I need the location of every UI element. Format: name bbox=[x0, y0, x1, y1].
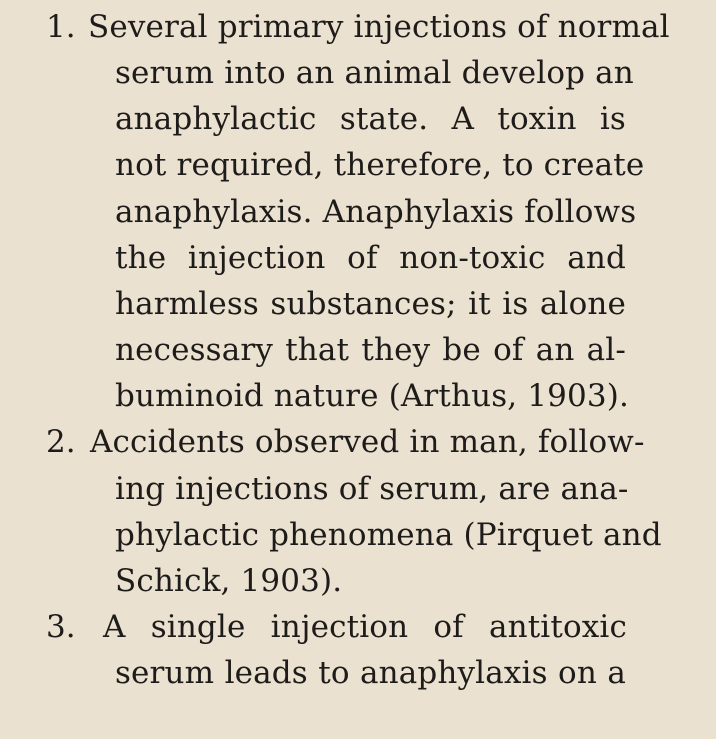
text-line: A single injection of antitoxic bbox=[103, 609, 627, 645]
text-line: ing injections of serum, are ana- bbox=[115, 471, 629, 507]
item-number: 1. bbox=[46, 9, 76, 45]
text-line: anaphylactic state. A toxin is bbox=[115, 101, 626, 137]
text-line: Accidents observed in man, follow- bbox=[90, 424, 645, 460]
text-line: the injection of non-toxic and bbox=[115, 240, 626, 276]
text-line: Several primary injections of normal bbox=[88, 9, 670, 45]
item-number: 3. bbox=[46, 609, 76, 645]
text-line: not required, therefore, to create bbox=[115, 147, 645, 183]
text-line: necessary that they be of an al- bbox=[115, 332, 626, 368]
text-line: serum into an animal develop an bbox=[115, 55, 634, 91]
text-line: buminoid nature (Arthus, 1903). bbox=[115, 378, 630, 414]
text-line: serum leads to anaphylaxis on a bbox=[115, 655, 626, 691]
text-line: phylactic phenomena (Pirquet and bbox=[115, 517, 662, 553]
text-line: harmless substances; it is alone bbox=[115, 286, 626, 322]
item-number: 2. bbox=[46, 424, 76, 460]
text-line: anaphylaxis. Anaphylaxis follows bbox=[115, 194, 637, 230]
text-line: Schick, 1903). bbox=[115, 563, 343, 599]
